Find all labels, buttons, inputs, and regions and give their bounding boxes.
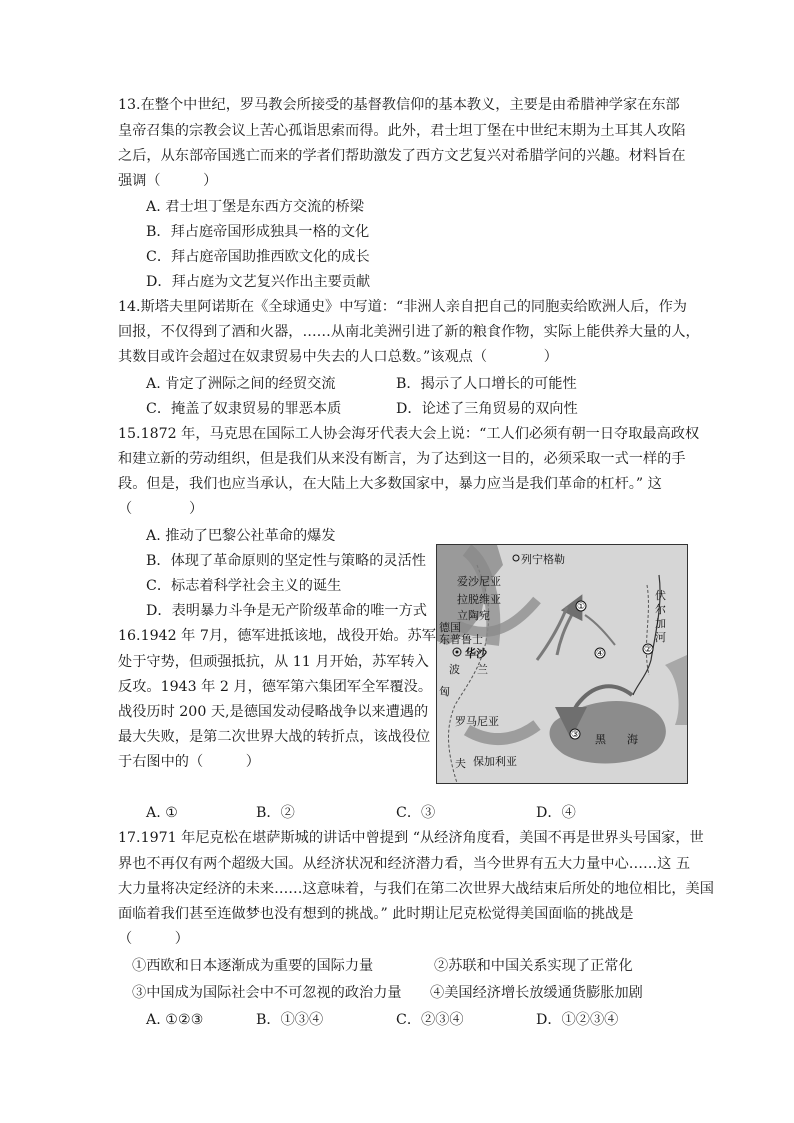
q17-option-a: A. ①②③	[146, 1012, 204, 1028]
battle-map-graphic	[437, 545, 687, 783]
q14-option-a: A. 肯定了洲际之间的经贸交流	[146, 376, 336, 392]
map-label-fu: 夫	[455, 757, 466, 770]
q16-text-line-2: 处于守势，但顽强抵抗，从 11 月开始，苏军转入	[118, 654, 429, 670]
q16-option-a: A. ①	[146, 805, 178, 821]
q15-text-line-1: 15.1872 年，马克思在国际工人协会海牙代表大会上说：“工人们必须有朝一日夺取最高政权	[118, 426, 700, 442]
q16-option-b: B．②	[256, 805, 295, 821]
q17-text-line-4: 面临着我们甚至连做梦也没有想到的挑战。” 此时期让尼克松觉得美国面临的挑战是	[118, 906, 634, 922]
q13-option-d: D．拜占庭为文艺复兴作出主要贡献	[146, 274, 371, 290]
q17-statement-3: ③中国成为国际社会中不可忽视的政治力量	[132, 985, 402, 1001]
map-label-volga-4: 河	[655, 631, 666, 644]
map-label-warsaw: 华沙	[465, 647, 487, 660]
map-label-sea: 海	[627, 733, 638, 746]
q16-text-line-4: 战役历时 200 天,是德国发动侵略战争以来遭遇的	[118, 704, 429, 720]
q15-option-d: D．表明暴力斗争是无产阶级革命的唯一方式	[146, 603, 427, 619]
q15-text-line-4: （ ）	[118, 501, 204, 517]
q14-option-d: D．论述了三角贸易的双向性	[396, 401, 578, 417]
battle-map	[436, 544, 688, 784]
map-marker-3: ③	[571, 730, 580, 740]
map-marker-2: ②	[644, 645, 653, 655]
q14-text-line-1: 14.斯塔夫里阿诺斯在《全球通史》中写道：“非洲人亲自把自己的同胞卖给欧洲人后，作为	[118, 299, 687, 315]
map-marker-4: ④	[596, 649, 605, 659]
q17-statement-2: ②苏联和中国关系实现了正常化	[434, 958, 633, 974]
map-label-volga-1: 伏	[655, 589, 666, 602]
q16-text-line-3: 反攻。1943 年 2 月，德军第六集团军全军覆没。	[118, 679, 433, 695]
q15-option-c: C．标志着科学社会主义的诞生	[146, 578, 342, 594]
q13-option-b: B．拜占庭帝国形成独具一格的文化	[146, 224, 370, 240]
q14-text-line-3: 其数目或许会超过在奴隶贸易中失去的人口总数。”该观点（ ）	[118, 349, 558, 365]
q13-option-a: A. 君士坦丁堡是东西方交流的桥梁	[146, 199, 364, 215]
q17-statement-4: ④美国经济增长放缓通货膨胀加剧	[430, 985, 643, 1001]
map-label-leningrad: 列宁格勒	[521, 553, 565, 566]
map-label-poland-1: 波	[449, 663, 460, 676]
q16-text-line-6: 于右图中的（ ）	[118, 754, 260, 770]
q17-text-line-5: （ ）	[118, 931, 189, 947]
map-label-bulgaria: 保加利亚	[473, 755, 517, 768]
map-label-lithuania: 立陶宛	[457, 609, 490, 622]
q15-text-line-3: 段。但是，我们也应当承认，在大陆上大多数国家中，暴力应当是我们革命的杠杆。” 这	[118, 476, 662, 492]
q15-option-a: A. 推动了巴黎公社革命的爆发	[146, 528, 336, 544]
q13-text-line-4: 强调（ ）	[118, 173, 218, 189]
q13-option-c: C．拜占庭帝国助推西欧文化的成长	[146, 249, 370, 265]
map-label-latvia: 拉脱维亚	[457, 593, 501, 606]
q17-option-d: D．①②③④	[536, 1012, 619, 1028]
q17-text-line-1: 17.1971 年尼克松在堪萨斯城的讲话中曾提到 “从经济角度看，美国不再是世界头号国家，世	[118, 830, 704, 846]
map-label-poland-2: 兰	[477, 663, 488, 676]
q16-option-c: C．③	[396, 805, 436, 821]
q14-option-b: B．揭示了人口增长的可能性	[396, 376, 577, 392]
map-label-east-prussia: 东普鲁士	[439, 633, 483, 646]
map-label-volga-2: 尔	[655, 603, 666, 616]
q16-option-d: D．④	[536, 805, 576, 821]
q13-text-line-3: 之后，从东部帝国逃亡而来的学者们帮助激发了西方文艺复兴对希腊学问的兴趣。材料旨在	[118, 148, 686, 164]
q17-option-b: B．①③④	[256, 1012, 324, 1028]
q15-text-line-2: 和建立新的劳动组织，但是我们从来没有断言，为了达到这一目的，必须采取一式一样的手	[118, 451, 686, 467]
q13-text-line-1: 13.在整个中世纪，罗马教会所接受的基督教信仰的基本教义，主要是由希腊神学家在东部	[118, 97, 680, 113]
q13-text-line-2: 皇帝召集的宗教会议上苦心孤诣思索而得。此外，君士坦丁堡在中世纪末期为土耳其人攻陷	[118, 123, 686, 139]
q14-option-c: C．掩盖了奴隶贸易的罪恶本质	[146, 401, 342, 417]
q15-option-b: B．体现了革命原则的坚定性与策略的灵活性	[146, 553, 426, 569]
map-marker-1: ①	[577, 602, 586, 612]
map-label-hungary: 匈	[439, 685, 450, 698]
map-label-germany: 德国	[439, 621, 461, 634]
q14-text-line-2: 回报，不仅得到了酒和火器，……从南北美洲引进了新的粮食作物，实际上能供养大量的人，	[118, 324, 700, 340]
map-label-estonia: 爱沙尼亚	[457, 575, 501, 588]
map-label-volga-3: 加	[655, 617, 666, 630]
q16-text-line-5: 最大失败，是第二次世界大战的转折点，该战役位	[118, 729, 431, 745]
q17-text-line-3: 大力量将决定经济的未来……这意味着，与我们在第二次世界大战结束后所处的地位相比，美国	[118, 881, 714, 897]
q17-option-c: C．②③④	[396, 1012, 464, 1028]
map-label-black: 黑	[595, 733, 606, 746]
q17-statement-1: ①西欧和日本逐渐成为重要的国际力量	[132, 958, 374, 974]
q17-text-line-2: 界也不再仅有两个超级大国。从经济状况和经济潜力看，当今世界有五大力量中心……这 五	[118, 856, 691, 872]
q16-text-line-1: 16.1942 年 7月，德军进抵该地，战役开始。苏军	[118, 628, 436, 644]
map-label-romania: 罗马尼亚	[455, 715, 499, 728]
